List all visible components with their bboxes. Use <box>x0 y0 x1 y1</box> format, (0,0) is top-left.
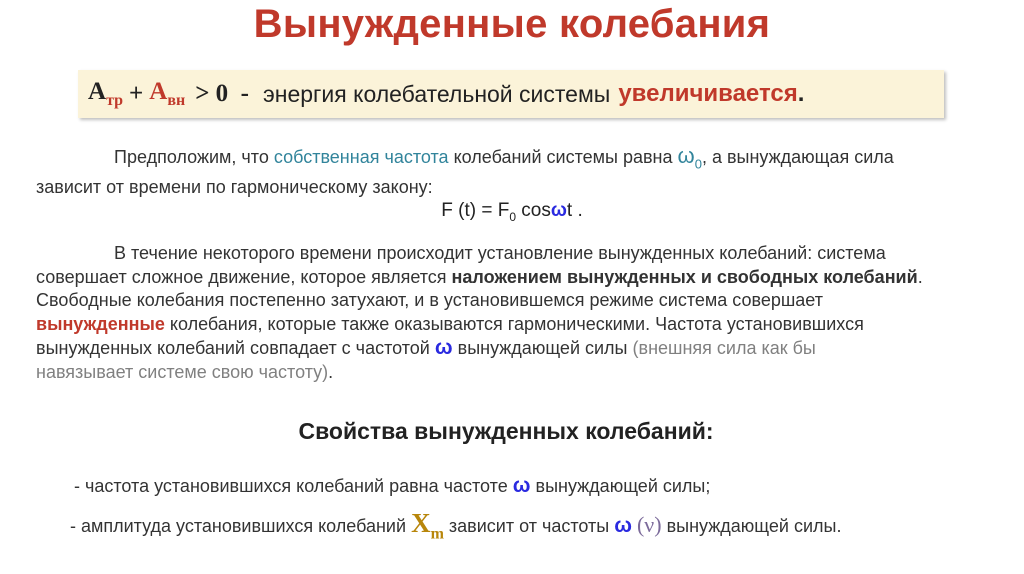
omega-symbol: ω <box>614 514 632 537</box>
para1-natural-frequency: собственная частота <box>273 147 449 167</box>
para2-superposition: наложением вынужденных и свободных колебаний <box>451 266 918 287</box>
omega-symbol: ω <box>512 474 531 497</box>
omega-zero: $\omega_0$ <box>677 143 702 172</box>
formula-a-vn: $A_{вн}$ <box>149 78 186 109</box>
formula-period: . <box>797 80 805 107</box>
formula-plus: + <box>129 80 144 107</box>
nu-symbol: (ν) <box>636 512 662 537</box>
para2-line3: Свободные колебания постепенно затухают, и в установившемся режиме система совершает <box>36 290 823 311</box>
para2-line4: колебания, которые также оказываются гармоническими. Частота установившихся <box>169 313 864 334</box>
para2-note-start: (внешняя сила как бы <box>632 338 816 359</box>
para1-text3: колебаний системы равна <box>453 147 673 167</box>
paragraph-natural-frequency <box>36 144 986 200</box>
slide-title: Вынужденные колебания <box>253 2 771 46</box>
formula-highlight: увеличивается <box>618 80 798 107</box>
property-frequency: - частота установившихся колебаний равна частоте ω вынуждающей силы; <box>74 474 711 497</box>
para2-forced-word: вынужденные <box>36 313 165 334</box>
formula-a-tr: $A_{тр}$ <box>88 78 124 109</box>
para2-line1: В течение некоторого времени происходит установление вынужденных колебаний: система <box>114 243 886 263</box>
force-equation: F $(t) = F_0$ cosωt . <box>441 200 583 224</box>
formula-gt-zero: > 0 - <box>195 80 250 107</box>
para1-text1: Предположим, что <box>114 147 269 167</box>
property-amplitude: - амплитуда установившихся колебаний $X_m$ зависит от частоты ω (ν) вынуждающей силы. <box>70 508 842 543</box>
paragraph-forced-oscillations: В течение некоторого времени происходит установление вынужденных колебаний: система совершает сложное движение, которое является наложением вынужденных и свободных колебаний. Свободные колебания постепенно затухают, и в установившемся режиме система совершает вынужденные колебания, которые также оказываются гармоническими. Частота установившихся вынужденных колебаний совпадает с частотой ω вынуждающей силы (внешняя сила как бы навязывает системе свою частоту). <box>36 243 923 382</box>
para2-note-end: навязывает системе свою частоту) <box>36 361 329 382</box>
para2-line5b: вынуждающей силы <box>457 338 628 359</box>
para1-text4: , а вынуждающая сила <box>701 147 894 167</box>
para2-line5a: вынужденных колебаний совпадает с частотой <box>36 338 430 359</box>
energy-formula-box <box>78 70 944 118</box>
formula-text: энергия колебательной системы <box>263 80 611 107</box>
omega-symbol: ω <box>434 336 453 360</box>
amplitude-symbol: $X_m$ <box>411 508 444 543</box>
para2-line2a: совершает сложное движение, которое является <box>36 266 447 287</box>
properties-heading: Свойства вынужденных колебаний: <box>298 418 714 444</box>
para1-line2: зависит от времени по гармоническому закону: <box>36 176 433 197</box>
